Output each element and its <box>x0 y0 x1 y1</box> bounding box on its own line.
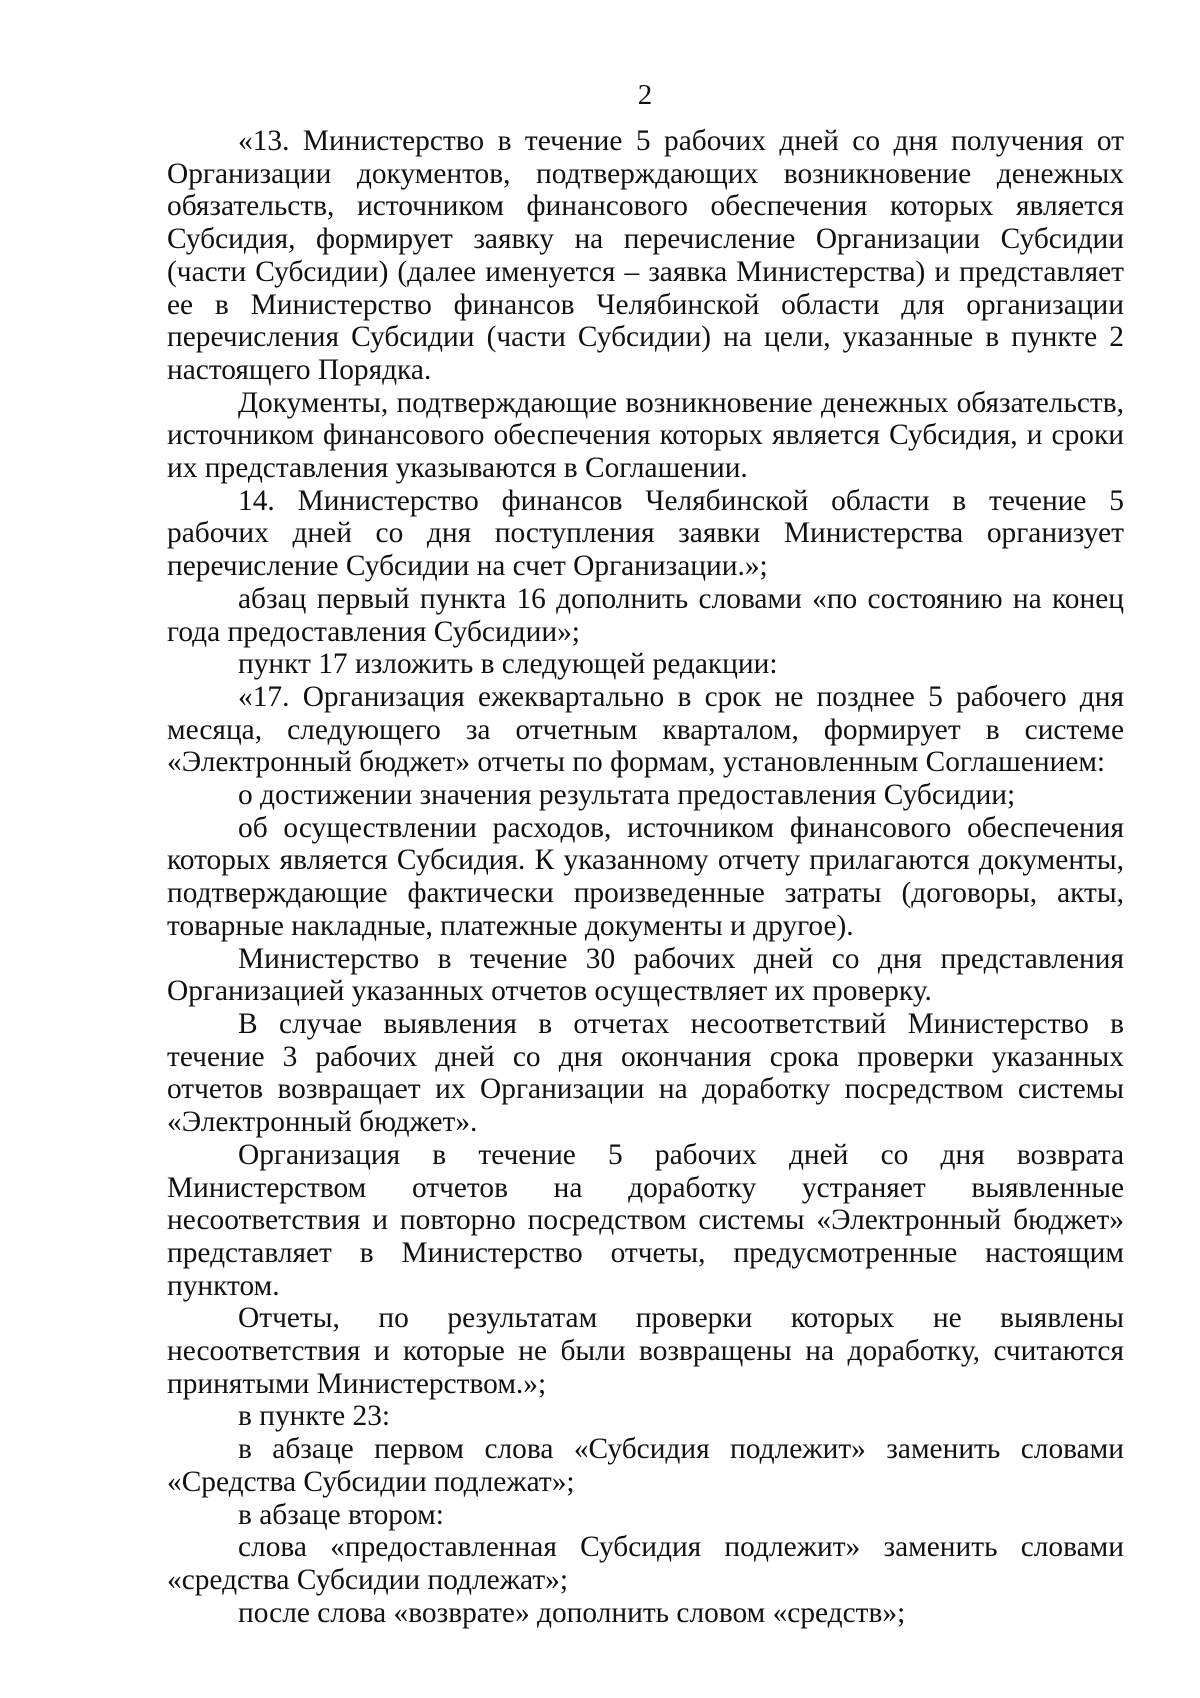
paragraph-6: «17. Организация ежеквартально в срок не позднее 5 рабочего дня месяца, следующего за отчетным кварталом, формирует в системе «Электронный бюджет» отчеты по формам, установленным Соглашением: <box>167 680 1124 779</box>
document-body <box>167 125 1124 1629</box>
paragraph-8: об осуществлении расходов, источником финансового обеспечения которых является Субсидия. К указанному отчету прилагаются документы, подтверждающие фактически произведенные затраты (договоры, акты, товарные накладные, платежные документы и другое). <box>167 811 1124 942</box>
paragraph-17: после слова «возврате» дополнить словом «средств»; <box>238 1596 906 1629</box>
paragraph-10: В случае выявления в отчетах несоответствий Министерство в течение 3 рабочих дней со дня окончания срока проверки указанных отчетов возвращает их Организации на доработку посредством системы «Электронный бюджет». <box>167 1007 1124 1139</box>
paragraph-3: 14. Министерство финансов Челябинской области в течение 5 рабочих дней со дня поступления заявки Министерства организует перечисление Субсидии на счет Организации.»; <box>167 484 1124 583</box>
paragraph-14: в абзаце первом слова «Субсидия подлежит» заменить словами «Средства Субсидии подлежат»; <box>167 1433 1124 1498</box>
paragraph-13: в пункте 23: <box>238 1400 391 1433</box>
paragraph-5: пункт 17 изложить в следующей редакции: <box>238 648 778 681</box>
paragraph-4: абзац первый пункта 16 дополнить словами «по состоянию на конец года предоставления Субсидии»; <box>167 582 1124 648</box>
paragraph-16: слова «предоставленная Субсидия подлежит» заменить словами «средства Субсидии подлежат»; <box>167 1531 1124 1596</box>
paragraph-9: Министерство в течение 30 рабочих дней со дня представления Организацией указанных отчетов осуществляет их проверку. <box>167 942 1124 1008</box>
paragraph-1: «13. Министерство в течение 5 рабочих дней со дня получения от Организации документов, подтверждающих возникновение денежных обязательств, источником финансового обеспечения которых является Субсидия, формирует заявку на перечисление Организации Субсидии (части Субсидии) (далее именуется – заявка Министерства) и представляет ее в Министерство финансов Челябинской области для организации перечисления Субсидии (части Субсидии) на цели, указанные в пункте 2 настоящего Порядка. <box>167 125 1124 386</box>
page-number: 2 <box>637 79 653 111</box>
paragraph-12: Отчеты, по результатам проверки которых не выявлены несоответствия и которые не были возвращены на доработку, считаются принятыми Министерством.»; <box>167 1302 1124 1400</box>
paragraph-7: о достижении значения результата предоставления Субсидии; <box>238 779 1016 812</box>
paragraph-11: Организация в течение 5 рабочих дней со дня возврата Министерством отчетов на доработку устраняет выявленные несоответствия и повторно посредством системы «Электронный бюджет» представляет в Министерство отчеты, предусмотренные настоящим пунктом. <box>167 1138 1124 1302</box>
paragraph-2: Документы, подтверждающие возникновение денежных обязательств, источником финансового обеспечения которых является Субсидия, и сроки их представления указываются в Соглашении. <box>167 386 1124 485</box>
paragraph-15: в абзаце втором: <box>238 1498 444 1531</box>
